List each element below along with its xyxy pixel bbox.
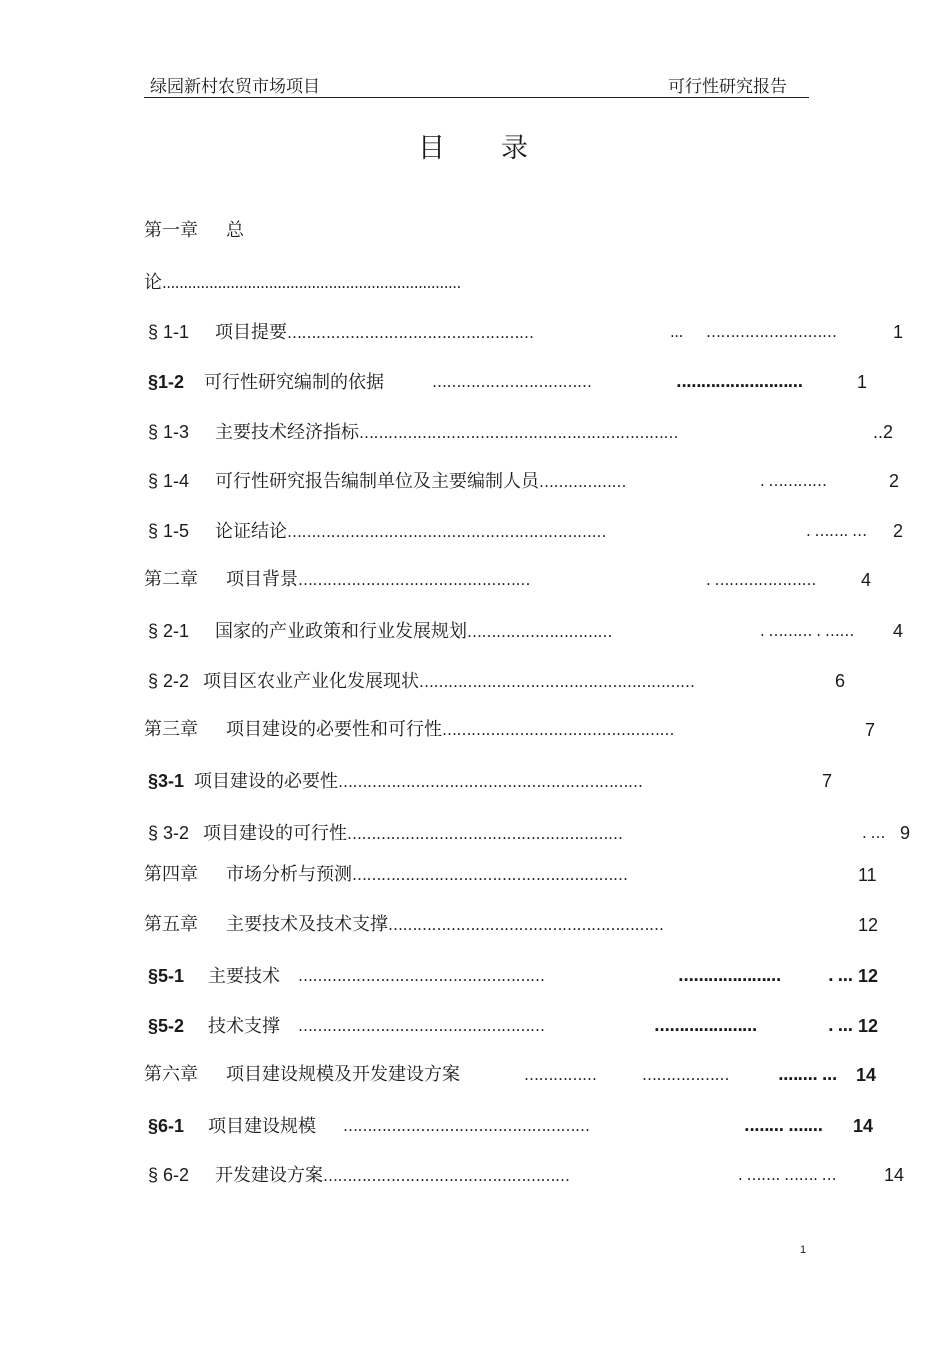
- leader-dots: ……………………………: [432, 373, 592, 391]
- leader-dots: ……………………………………………: [287, 324, 534, 342]
- toc-chapter-6[interactable]: [144, 1064, 460, 1086]
- leader-dots: …………………………………………………: [419, 673, 695, 691]
- chapter-label: 第六章: [144, 1064, 198, 1085]
- section-title: 国家的产业政策和行业发展规划: [215, 621, 468, 642]
- section-title: 项目建设规模: [208, 1116, 317, 1137]
- toc-section-5-2[interactable]: [148, 1015, 280, 1038]
- chapter-label: 第一章: [144, 220, 198, 241]
- page-ref: 14: [853, 1116, 874, 1136]
- page-ref: 1: [893, 322, 904, 342]
- toc-section-2-2[interactable]: [148, 670, 695, 693]
- chapter-label: 第三章: [144, 719, 198, 740]
- toc-section-6-1[interactable]: [148, 1115, 316, 1138]
- section-title: 开发建设方案: [215, 1165, 324, 1186]
- section-number: §5-1: [148, 966, 185, 986]
- toc-section-2-1[interactable]: [148, 620, 612, 643]
- section-number: § 6-2: [148, 1165, 190, 1185]
- leader-dots: …………………………………………………: [388, 916, 664, 934]
- leader-dots: ………………………………………………………: [338, 773, 643, 791]
- section-number: §3-1: [148, 771, 185, 791]
- leader-dots: …………………………………………………: [347, 825, 623, 843]
- leader-dots: ...: [670, 323, 683, 341]
- section-title: 项目提要: [215, 322, 288, 343]
- page-ref: ..2: [873, 422, 894, 442]
- leader-dots: ...………………: [654, 1017, 757, 1035]
- leader-dots: ……………: [524, 1066, 597, 1084]
- header-rule: [144, 97, 809, 98]
- section-number: §1-2: [148, 372, 185, 392]
- chapter-title: 市场分析与预测: [226, 864, 352, 885]
- section-title: 项目区农业产业化发展现状: [203, 671, 420, 692]
- chapter-title: 主要技术及技术支撑: [226, 914, 388, 935]
- page-ref: 1: [857, 372, 868, 392]
- toc-section-1-2[interactable]: [148, 371, 384, 394]
- page-ref: 4: [893, 621, 904, 641]
- leader-dots: . ……. …: [806, 522, 867, 540]
- leader-dots: ……………………………………………: [343, 1117, 590, 1135]
- toc-section-1-3[interactable]: [148, 421, 678, 444]
- page-ref: 4: [861, 570, 872, 590]
- chapter-title: 项目背景: [226, 569, 298, 590]
- leader-dots: ……………………………………………: [298, 1017, 545, 1035]
- page-ref: 12: [858, 1016, 879, 1036]
- toc-section-1-4[interactable]: [148, 470, 626, 493]
- toc-title: 目录: [418, 133, 584, 164]
- page-header-left: 绿园新村农贸市场项目: [150, 77, 320, 97]
- page-number: 1: [800, 1244, 807, 1256]
- leader-dots: ..……………………: [676, 373, 803, 391]
- toc-section-3-2[interactable]: [148, 822, 623, 845]
- leader-dots: . ……… . ……: [760, 622, 854, 640]
- page-ref: 14: [884, 1165, 905, 1185]
- leader-dots: ……………………………………………: [298, 967, 545, 985]
- section-number: §5-2: [148, 1016, 185, 1036]
- section-title: 可行性研究编制的依据: [204, 372, 385, 393]
- section-number: § 3-2: [148, 823, 190, 843]
- page-ref: 11: [858, 865, 877, 885]
- page-ref: 7: [865, 720, 876, 740]
- chapter-title: 项目建设的必要性和可行性: [226, 719, 442, 740]
- toc-chapter-2[interactable]: [144, 569, 530, 591]
- toc-section-1-1[interactable]: [148, 321, 534, 344]
- chapter-title: 项目建设规模及开发建设方案: [226, 1064, 460, 1085]
- leader-dots: ……………………………………………: [323, 1167, 570, 1185]
- chapter-label: 第五章: [144, 914, 198, 935]
- section-title: 可行性研究报告编制单位及主要编制人员: [215, 471, 540, 492]
- section-title: 主要技术: [208, 966, 281, 987]
- page-ref: 2: [893, 521, 904, 541]
- leader-dots: . ……. ……. …: [738, 1166, 837, 1184]
- toc-section-3-1[interactable]: [148, 770, 643, 793]
- section-title: 主要技术经济指标: [215, 422, 360, 443]
- section-number: § 1-3: [148, 422, 190, 442]
- leader-dots: ………………: [642, 1066, 729, 1084]
- page-header-right: 可行性研究报告: [668, 77, 787, 97]
- leader-dots: .……. …: [778, 1066, 837, 1084]
- chapter-title-cont: 论: [144, 272, 162, 293]
- chapter-label: 第四章: [144, 864, 198, 885]
- section-number: § 1-4: [148, 471, 190, 491]
- toc-chapter-1-cont[interactable]: [144, 272, 461, 294]
- toc-chapter-4[interactable]: [144, 864, 628, 886]
- leader-dots: ...………………: [678, 967, 781, 985]
- leader-dots: . …: [862, 824, 886, 842]
- leader-dots: . …: [828, 967, 853, 985]
- leader-dots: ......................................................................: [162, 274, 461, 292]
- toc-chapter-3[interactable]: [144, 719, 674, 741]
- leader-dots: ..…… .……: [744, 1117, 823, 1135]
- toc-section-5-1[interactable]: [148, 965, 280, 988]
- page-ref: 14: [856, 1065, 877, 1085]
- leader-dots: ………………………: [706, 323, 837, 341]
- section-number: § 1-1: [148, 322, 190, 342]
- section-title: 项目建设的可行性: [203, 823, 348, 844]
- leader-dots: …………………………………………………………: [359, 424, 679, 442]
- page-ref: 6: [835, 671, 846, 691]
- leader-dots: . …: [828, 1017, 853, 1035]
- leader-dots: …………………………………………………………: [287, 523, 607, 541]
- section-number: § 2-2: [148, 671, 190, 691]
- leader-dots: ………………: [539, 473, 627, 491]
- section-title: 项目建设的必要性: [194, 771, 339, 792]
- section-title: 技术支撑: [208, 1016, 281, 1037]
- section-number: § 2-1: [148, 621, 190, 641]
- toc-chapter-5[interactable]: [144, 914, 664, 936]
- leader-dots: …………………………………………………: [352, 866, 628, 884]
- toc-chapter-1[interactable]: [144, 220, 244, 242]
- section-title: 论证结论: [215, 521, 288, 542]
- toc-section-1-5[interactable]: [148, 520, 606, 543]
- section-number: § 1-5: [148, 521, 190, 541]
- leader-dots: …………………………………………: [442, 721, 674, 739]
- leader-dots: …………………………………………: [298, 571, 530, 589]
- section-number: §6-1: [148, 1116, 185, 1136]
- chapter-title: 总: [226, 220, 244, 241]
- leader-dots: …………………………: [467, 623, 613, 641]
- toc-section-6-2[interactable]: [148, 1164, 570, 1187]
- leader-dots: . …………: [760, 472, 827, 490]
- page-ref: 12: [858, 966, 879, 986]
- page-ref: 12: [858, 915, 879, 935]
- chapter-label: 第二章: [144, 569, 198, 590]
- leader-dots: . …………………: [706, 571, 817, 589]
- page-ref: 2: [889, 471, 900, 491]
- page-ref: 9: [900, 823, 911, 843]
- page-ref: 7: [822, 771, 833, 791]
